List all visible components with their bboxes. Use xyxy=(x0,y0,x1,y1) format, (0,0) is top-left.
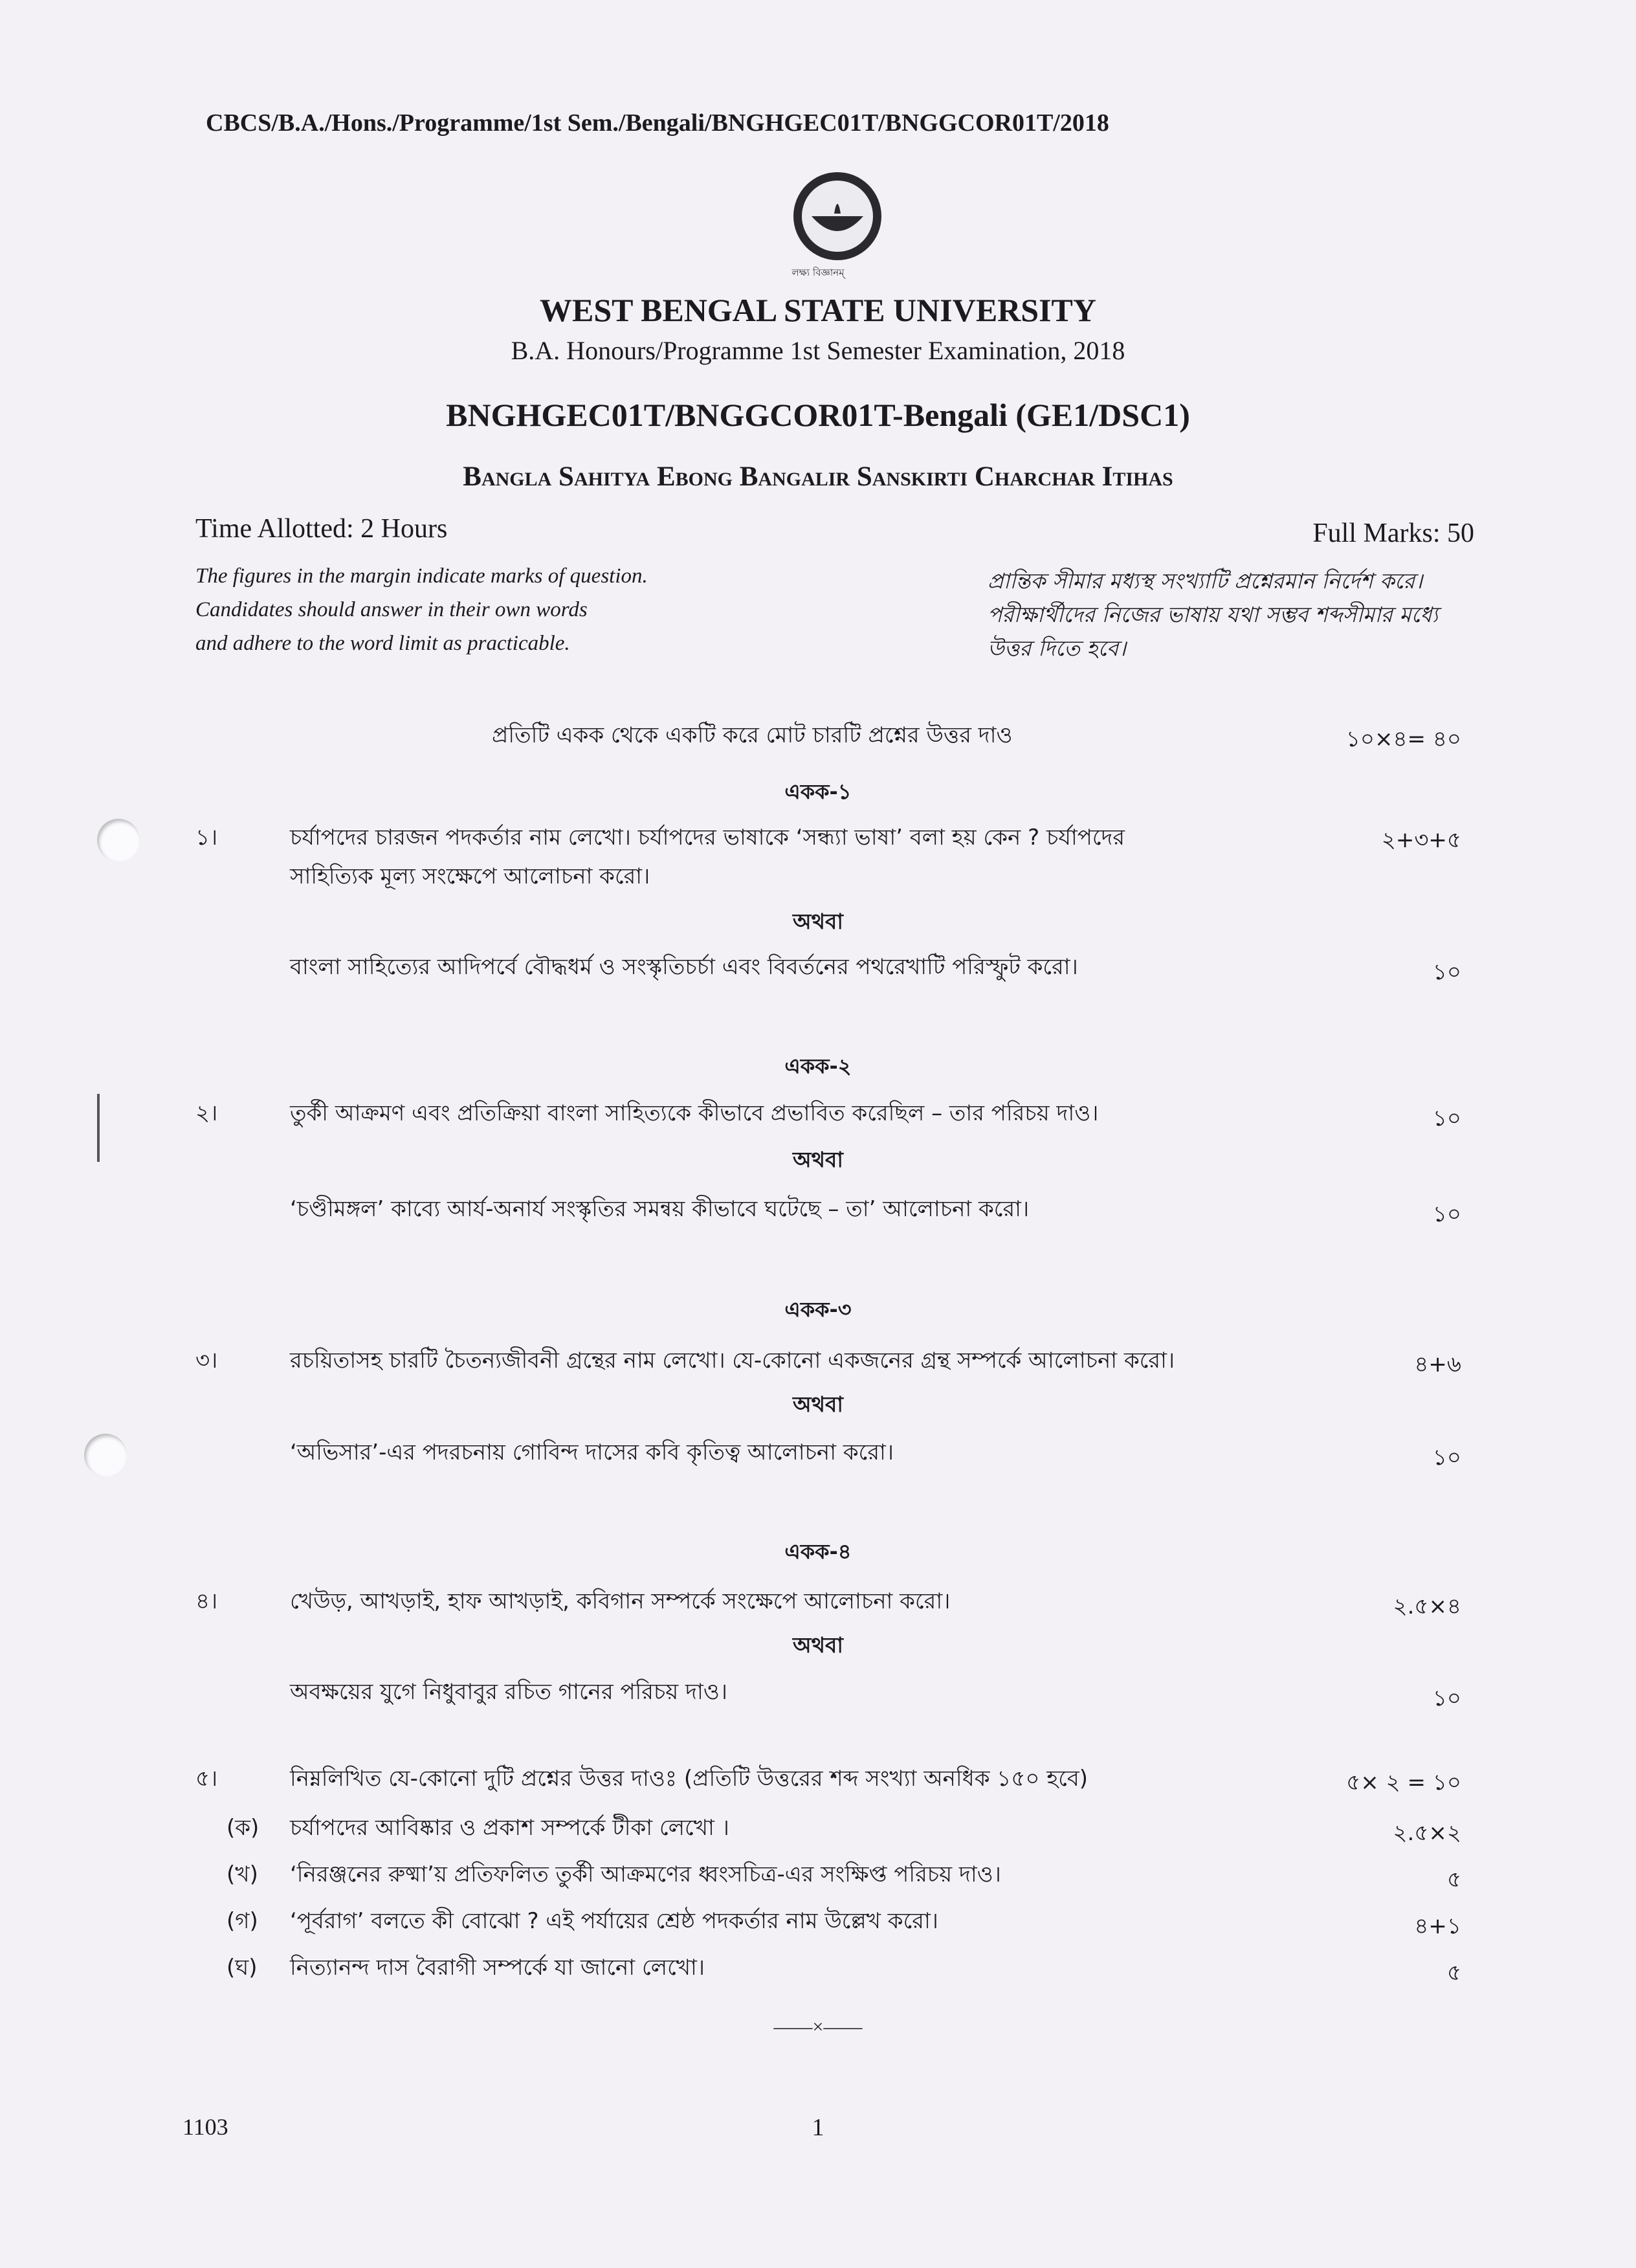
question-text: তুর্কী আক্রমণ এবং প্রতিক্রিয়া বাংলা সাহিত্যকে কীভাবে প্রভাবিত করেছিল – তার পরিচয় দাও। xyxy=(290,1100,1099,1126)
sub-question-marks: ২.৫×২ xyxy=(1393,1820,1461,1846)
instruction-bn-line: প্রান্তিক সীমার মধ্যস্থ সংখ্যাটি প্রশ্নেরমান নির্দেশ করে। xyxy=(988,568,1423,594)
sub-question-label: (ঘ) xyxy=(227,1955,258,1981)
sub-question-text: ‘নিরঞ্জনের রুষ্মা’য় প্রতিফলিত তুর্কী আক্রমণের ধ্বংসচিত্র-এর সংক্ষিপ্ত পরিচয় দাও। xyxy=(290,1862,1001,1887)
question-text: রচয়িতাসহ চারটি চৈতন্যজীবনী গ্রন্থের নাম লেখো। যে-কোনো একজনের গ্রন্থ সম্পর্কে আলোচনা করো। xyxy=(290,1348,1175,1373)
question-number: ৫। xyxy=(195,1766,218,1792)
alt-question-text: বাংলা সাহিত্যের আদিপর্বে বৌদ্ধধর্ম ও সংস্কৃতিচর্চা এবং বিবর্তনের পথরেখাটি পরিস্ফুট করো। xyxy=(290,954,1078,980)
general-marks: ১০×৪= ৪০ xyxy=(1345,726,1461,752)
instruction-bn-line: উত্তর দিতে হবে। xyxy=(988,636,1127,661)
question-marks: ২+৩+৫ xyxy=(1381,827,1461,853)
sub-question-label: (গ) xyxy=(227,1908,258,1934)
punch-hole xyxy=(84,1434,127,1476)
question-text: নিম্নলিখিত যে-কোনো দুটি প্রশ্নের উত্তর দাওঃ (প্রতিটি উত্তরের শব্দ সংখ্যা অনধিক ১৫০ হবে) xyxy=(290,1766,1089,1792)
unit-title: একক-৪ xyxy=(784,1539,852,1564)
or-label: অথবা xyxy=(793,1147,843,1172)
or-label: অথবা xyxy=(793,909,843,934)
question-number: ১। xyxy=(195,825,218,850)
exam-name: B.A. Honours/Programme 1st Semester Examination, 2018 xyxy=(511,336,1125,365)
unit-title: একক-৩ xyxy=(784,1297,852,1322)
full-marks: Full Marks: 50 xyxy=(1312,518,1474,548)
question-number: ৪। xyxy=(195,1588,218,1614)
instruction-en-line: Candidates should answer in their own words xyxy=(195,598,588,621)
footer-code: 1103 xyxy=(182,2114,228,2140)
question-text: সাহিত্যিক মূল্য সংক্ষেপে আলোচনা করো। xyxy=(290,863,650,889)
general-instruction: প্রতিটি একক থেকে একটি করে মোট চারটি প্রশ্নের উত্তর দাও xyxy=(492,722,1013,748)
question-text: চর্যাপদের চারজন পদকর্তার নাম লেখো। চর্যাপদের ভাষাকে ‘সন্ধ্যা ভাষা’ বলা হয় কেন ? চর্যাপদের xyxy=(290,825,1125,850)
paper-subtitle: Bangla Sahitya Ebong Bangalir Sanskirti Charchar Itihas xyxy=(463,461,1173,492)
university-logo-icon xyxy=(781,170,894,280)
alt-question-marks: ১০ xyxy=(1432,1201,1461,1227)
alt-question-text: ‘অভিসার’-এর পদরচনায় গোবিন্দ দাসের কবি কৃতিত্ব আলোচনা করো। xyxy=(290,1440,894,1465)
question-marks: ১০ xyxy=(1432,1106,1461,1131)
alt-question-text: ‘চণ্ডীমঙ্গল’ কাব্যে আর্য-অনার্য সংস্কৃতির সমন্বয় কীভাবে ঘটেছে – তা’ আলোচনা করো। xyxy=(290,1196,1030,1222)
university-name: WEST BENGAL STATE UNIVERSITY xyxy=(539,292,1096,328)
unit-title: একক-১ xyxy=(784,779,852,804)
question-text: খেউড়, আখড়াই, হাফ আখড়াই, কবিগান সম্পর্কে সংক্ষেপে আলোচনা করো। xyxy=(290,1588,951,1614)
alt-question-marks: ১০ xyxy=(1432,1685,1461,1711)
instruction-en-line: and adhere to the word limit as practicable. xyxy=(195,632,570,655)
end-mark: ——×—— xyxy=(773,2016,863,2038)
or-label: অথবা xyxy=(793,1632,843,1658)
sub-question-label: (ক) xyxy=(227,1815,260,1841)
sub-question-marks: ৫ xyxy=(1446,1960,1461,1986)
question-number: ২। xyxy=(195,1100,218,1126)
unit-title: একক-২ xyxy=(784,1054,852,1078)
page-number: 1 xyxy=(812,2114,824,2141)
question-marks: ৫× ২ = ১০ xyxy=(1346,1770,1461,1796)
or-label: অথবা xyxy=(793,1392,843,1417)
alt-question-marks: ১০ xyxy=(1432,959,1461,985)
alt-question-marks: ১০ xyxy=(1432,1445,1461,1471)
logo-motto: লক্ষ্য বিজ্ঞানম্ xyxy=(791,267,845,278)
sub-question-text: ‘পূর্বরাগ’ বলতে কী বোঝো ? এই পর্যায়ের শ্রেষ্ঠ পদকর্তার নাম উল্লেখ করো। xyxy=(290,1908,938,1934)
instruction-en-line: The figures in the margin indicate marks of question. xyxy=(195,564,648,588)
sub-question-marks: ৪+১ xyxy=(1414,1913,1461,1939)
question-marks: ৪+৬ xyxy=(1414,1351,1461,1377)
punch-hole xyxy=(97,819,140,862)
instruction-bn-line: পরীক্ষার্থীদের নিজের ভাষায় যথা সম্ভব শব্দসীমার মধ্যে xyxy=(988,602,1439,627)
question-number: ৩। xyxy=(195,1348,218,1373)
sub-question-label: (খ) xyxy=(227,1862,258,1887)
time-allotted: Time Allotted: 2 Hours xyxy=(195,514,448,544)
paper-title: BNGHGEC01T/BNGGCOR01T-Bengali (GE1/DSC1) xyxy=(446,397,1190,433)
alt-question-text: অবক্ষয়ের যুগে নিধুবাবুর রচিত গানের পরিচয় দাও। xyxy=(290,1679,728,1705)
sub-question-marks: ৫ xyxy=(1446,1867,1461,1893)
question-marks: ২.৫×৪ xyxy=(1393,1594,1461,1619)
paper-code-line: CBCS/B.A./Hons./Programme/1st Sem./Bengali/BNGHGEC01T/BNGGCOR01T/2018 xyxy=(206,109,1109,137)
sub-question-text: চর্যাপদের আবিষ্কার ও প্রকাশ সম্পর্কে টীকা লেখো । xyxy=(290,1815,729,1841)
sub-question-text: নিত্যানন্দ দাস বৈরাগী সম্পর্কে যা জানো লেখো। xyxy=(290,1955,705,1981)
